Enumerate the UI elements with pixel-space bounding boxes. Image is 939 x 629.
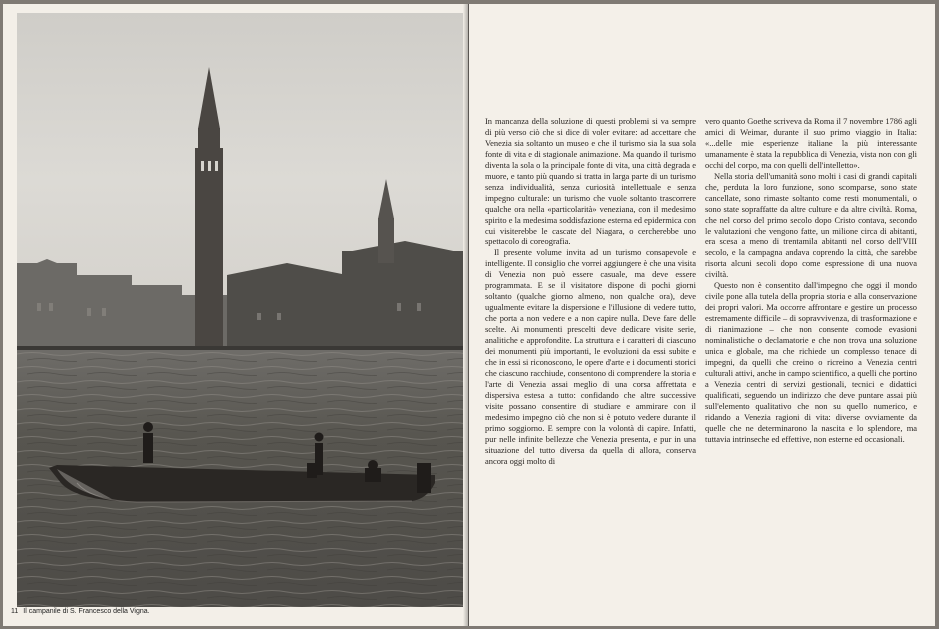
photograph-campanile (17, 13, 463, 607)
paragraph: Il presente volume invita ad un turismo consapevole e intelligente. Il consiglio che vorrei aggiungere è che una visita di Venezia non può essere casuale, ma deve essere programmata. E se il visitatore dispone di pochi giorni soltanto (qualche giorno almeno, non qualche ora), deve ugualmente evitare la dispersione e l'illusione di vedere tutto, che porta a non vedere e a non capire nulla. Deve fare delle scelte. Ai monumenti prescelti deve dedicare visite serie, analitiche e approfondite. La struttura e i caratteri di ciascuno dei monumenti più importanti, le evoluzioni da essi subite e che in essi si riconoscono, le opere d'arte e i documenti storici che ciascuno racchiude, consentono di comprendere la storia e l'arte di Venezia assai meglio di una corsa affrettata e dispersiva estesa a tutto: confidando che altre successive visite possano consentire di studiare e ammirare con il medesimo impegno ciò che non si è potuto vedere durante il primo soggiorno. E sempre con la volontà di capire. Infatti, pur nelle infinite bellezze che Venezia presenta, e pur in una situazione del tutto diversa da quella di allora, conserva ancora oggi molto di (485, 247, 696, 466)
figure-number: 11 (11, 608, 19, 615)
paragraph: Nella storia dell'umanità sono molti i casi di grandi capitali che, perduta la loro funzione, sono scomparse, sono state cancellate, sono rimaste soltanto come resti monumentali, o sono state sopraffatte da altre culture e da altre civiltà. Roma, che nel corso del primo secolo dopo Cristo contava, secondo le valutazioni che vengono fatte, un milione circa di abitanti, era scesa a meno di trentamila abitanti nel corso dell'VIII secolo, e la campagna andava coprendo la città, che sarebbe risorta alcuni secoli dopo come espressione di una nuova civiltà. (705, 170, 917, 280)
right-page (469, 4, 935, 626)
paragraph: Questo non è consentito dall'impegno che oggi il mondo civile pone alla tutela della propria storia e alla conservazione dei propri valori. Ma occorre affrontare e gestire un processo estremamente difficile – di sopravvivenza, di trasformazione e di rianimazione – che non consente comode evasioni nominalistiche o declamatorie e che non trova una soluzione unica e globale, ma che richiede un complesso tenace di impegni, da quelli che creino o ricreino a Venezia centri culturali attivi, anche in campo scientifico, a quelli che portino a Venezia centri di servizi gestionali, tecnici e didattici qualificati, seguendo un indirizzo che deve puntare assai più sull'elemento qualitativo che non su quello numerico, e ridando a Venezia ragioni di vita: diverse ovviamente da quelle che ne determinarono la nascita e lo splendore, ma tuttavia intrinseche ed effettive, non esterne ed occasionali. (705, 280, 917, 444)
paragraph: vero quanto Goethe scriveva da Roma il 7 novembre 1786 agli amici di Weimar, durante il suo primo viaggio in Italia: «...delle mie esperienze italiane la più interessante umanamente è stata la repubblica di Venezia, vista non con gli occhi del corpo, ma con quelli dell'intelletto». (705, 116, 917, 170)
left-page (3, 4, 468, 626)
text-column-1 (485, 116, 696, 467)
paragraph: In mancanza della soluzione di questi problemi si va sempre di più verso ciò che si dice di voler evitare: ad accettare che Venezia sia soltanto un museo e che il turismo sia la sua sola fonte di vita e di stagionale animazione. Ma quando il turismo diventa la sola o la principale fonte di vita, una città degrada e muore, e tanto più quando si tratta in larga parte di un turismo senza individualità, senza curiosità intellettuale e senza impegno culturale: un turismo che vuole soltanto trascorrere qualche ora nella «particolarità» veneziana, con il medesimo spirito e la medesima soddisfazione esterna ed epidermica con cui visiterebbe le cascate del Niagara, o cercherebbe uno spettacolo di coreografia. (485, 116, 696, 247)
text-column-2 (705, 116, 917, 445)
photo-caption (11, 608, 451, 615)
caption-text: Il campanile di S. Francesco della Vigna. (23, 608, 150, 615)
